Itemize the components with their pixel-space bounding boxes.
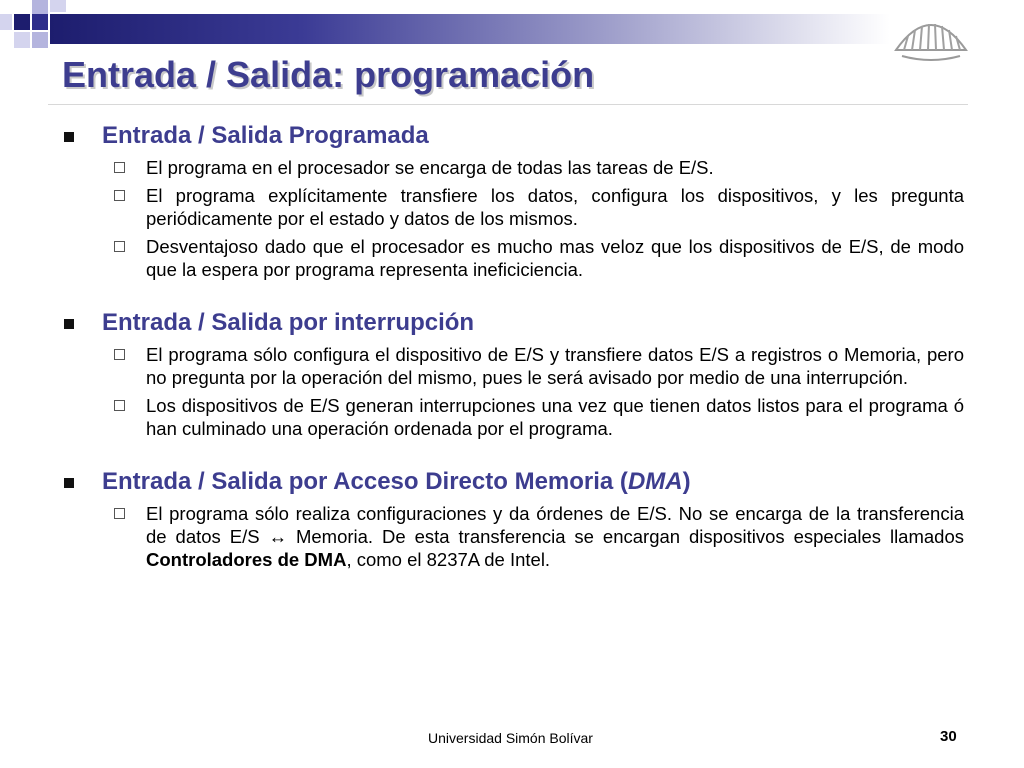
corner-square-1 xyxy=(14,14,30,30)
corner-square-7 xyxy=(32,14,48,30)
hollow-square-bullet-icon xyxy=(114,508,125,519)
list-item xyxy=(60,502,964,571)
list-item xyxy=(60,235,964,281)
heading-end: ) xyxy=(682,468,691,495)
list-item-text: El programa sólo configura el dispositivo de E/S y transfiere datos E/S a registros o Memoria, pero no pregunta por la operación del mismo, pues le será avisado por medio de una interrupción. xyxy=(146,344,964,388)
square-bullet-icon xyxy=(64,478,74,488)
header-gradient-band xyxy=(50,14,890,44)
section-heading xyxy=(60,307,964,339)
corner-square-6 xyxy=(0,14,12,30)
section-dma-io xyxy=(60,466,964,571)
university-logo-icon xyxy=(890,6,972,64)
hollow-square-bullet-icon xyxy=(114,400,125,411)
section-interrupt-io xyxy=(60,307,964,440)
section-heading-text: Entrada / Salida por interrupción xyxy=(102,309,475,336)
corner-square-4 xyxy=(32,32,48,48)
corner-square-3 xyxy=(50,0,66,12)
hollow-square-bullet-icon xyxy=(114,162,125,173)
hollow-square-bullet-icon xyxy=(114,241,125,252)
corner-square-5 xyxy=(14,32,30,48)
list-item xyxy=(60,184,964,230)
section-heading xyxy=(60,120,964,152)
square-bullet-icon xyxy=(64,132,74,142)
hollow-square-bullet-icon xyxy=(114,349,125,360)
section-heading-text: Entrada / Salida Programada xyxy=(102,122,429,149)
corner-square-2 xyxy=(32,0,48,14)
page-number: 30 xyxy=(940,728,957,745)
text-part: , como el 8237A de Intel. xyxy=(346,549,551,570)
heading-dma-acronym: DMA xyxy=(627,468,683,495)
section-programmed-io xyxy=(60,120,964,281)
section-heading xyxy=(60,466,964,498)
square-bullet-icon xyxy=(64,319,74,329)
list-item-text: El programa explícitamente transfiere los datos, configura los dispositivos, y les pregunta periódicamente por el estado y datos de los mismos. xyxy=(146,185,964,229)
text-part: Memoria. De esta transferencia se encargan dispositivos especiales llamados xyxy=(287,526,964,547)
section-heading-text xyxy=(102,468,691,495)
title-divider xyxy=(48,104,968,105)
hollow-square-bullet-icon xyxy=(114,190,125,201)
heading-start: Entrada / Salida por Acceso Directo Memoria ( xyxy=(102,468,628,495)
list-item xyxy=(60,394,964,440)
slide-content xyxy=(60,120,964,576)
slide-title: Entrada / Salida: programación xyxy=(62,54,595,95)
list-item-text xyxy=(146,503,964,570)
footer-text: Universidad Simón Bolívar xyxy=(428,730,593,746)
dma-controllers-emphasis: Controladores de DMA xyxy=(146,549,347,570)
list-item-text: Los dispositivos de E/S generan interrupciones una vez que tienen datos listos para el programa ó han culminado una operación ordenada por el programa. xyxy=(146,395,964,439)
list-item xyxy=(60,343,964,389)
list-item-text: El programa en el procesador se encarga de todas las tareas de E/S. xyxy=(146,157,714,178)
text-part: El programa sólo realiza configuraciones y da órdenes de E/S. No se encarga de la transferencia de datos E/S xyxy=(146,503,964,547)
list-item-text: Desventajoso dado que el procesador es mucho mas veloz que los dispositivos de E/S, de modo que la espera por programa representa ineficiciencia. xyxy=(146,236,964,280)
list-item xyxy=(60,156,964,179)
bidirectional-arrow-icon: ↔ xyxy=(268,526,288,547)
